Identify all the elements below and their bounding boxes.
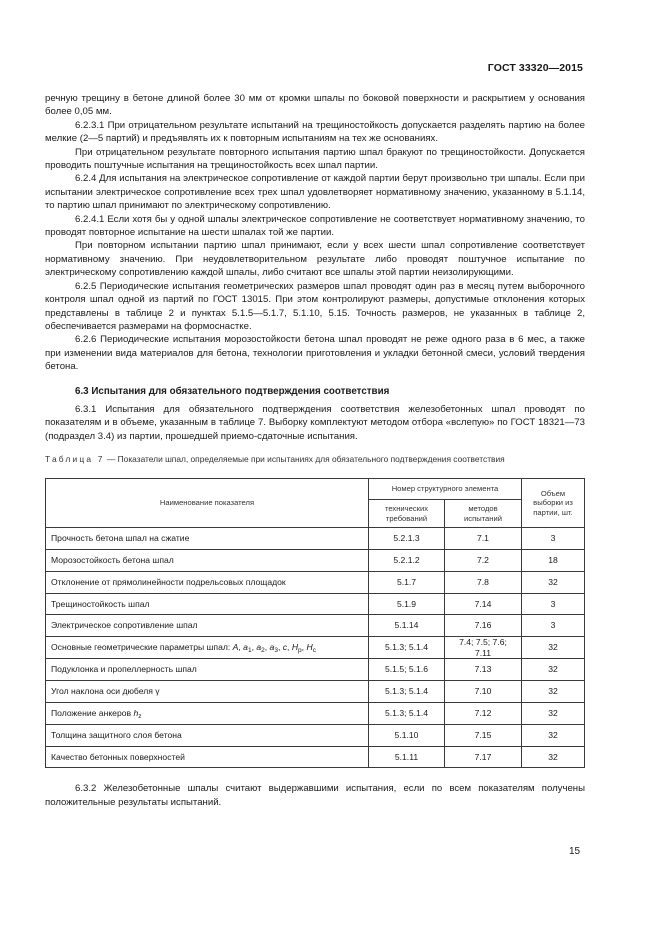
cell-meth: 7.15: [445, 724, 522, 746]
cell-vol: 32: [522, 571, 585, 593]
cell-vol: 3: [522, 528, 585, 550]
table-caption: [45, 454, 585, 465]
cell-name: Угол наклона оси дюбеля γ: [46, 681, 369, 703]
cell-req: 5.1.10: [369, 724, 445, 746]
col-header-volume: Объем выборки из партии, шт.: [522, 479, 585, 528]
cell-vol: 32: [522, 681, 585, 703]
table-row: [46, 549, 585, 571]
table-row: [46, 615, 585, 637]
cell-req: 5.1.11: [369, 746, 445, 768]
cell-name: Отклонение от прямолинейности подрельсовых площадок: [46, 571, 369, 593]
table-row: [46, 724, 585, 746]
cell-name: Прочность бетона шпал на сжатие: [46, 528, 369, 550]
paragraph-6-2-4-1: 6.2.4.1 Если хотя бы у одной шпалы электрическое сопротивление не соответствует нормативному значению, то проводят повторное испытание на шести шпалах той же партии.: [45, 213, 585, 239]
cell-vol: 32: [522, 637, 585, 659]
paragraph-6-3-2: 6.3.2 Железобетонные шпалы считают выдержавшими испытания, если по всем показателям получены положительные результаты испытаний.: [45, 783, 585, 808]
cell-name: Морозостойкость бетона шпал: [46, 549, 369, 571]
paragraph-repeat-resistance: При повторном испытании партию шпал принимают, если у всех шести шпал сопротивление соответствует нормативному значению. При неудовлетворительном результате либо проводят поштучное испытание по электрическому сопротивлению каждой шпалы, либо считают все шпалы этой партии неизолирующими.: [45, 240, 585, 279]
col-header-requirements: технических требований: [369, 500, 445, 528]
paragraph-6-2-6: 6.2.6 Периодические испытания морозостойкости бетона шпал проводят не реже одного раза в 6 мес, а также при изменении вида материалов для бетона, технологии приготовления и укладки бетонной смеси, условий твердения бетона.: [45, 334, 585, 373]
section-heading-6-3: 6.3 Испытания для обязательного подтверждения соответствия: [75, 385, 390, 397]
cell-req: 5.2.1.2: [369, 549, 445, 571]
cell-req: 5.1.7: [369, 571, 445, 593]
cell-vol: 18: [522, 549, 585, 571]
anchor-symbol: h: [133, 708, 139, 719]
col-header-group: Номер структурного элемента: [369, 479, 522, 500]
paragraph-6-2-4: 6.2.4 Для испытания на электрическое сопротивление от каждой партии берут произвольно три шпалы. Если при испытании электрическое сопротивление всех трех шпал удовлетворяет нормативному значению, указанному в 5.1.14, то партию шпал принимают по электрическому сопротивлению.: [45, 173, 585, 212]
cell-vol: 3: [522, 593, 585, 615]
cell-name: Трещиностойкость шпал: [46, 593, 369, 615]
table-row: [46, 637, 585, 659]
cell-meth: 7.2: [445, 549, 522, 571]
paragraph-6-2-3-1: 6.2.3.1 При отрицательном результате испытаний на трещиностойкость допускается разделять партию на более мелкие (2—5 партий) и предъявлять их к повторным испытаниям на тех же основаниях.: [45, 119, 585, 145]
paragraph-6-2-5: 6.2.5 Периодические испытания геометрических размеров шпал проводят один раз в месяц путем выборочного контроля шпал одной из партий по ГОСТ 13015. При этом контролируют размеры, допустимые отклонения которых представлены в таблице 2 и пунктах 5.1.5—5.1.7, 5.1.10, 5.15. Точность размеров, не указанных в таблице 2, обеспечивается размерами на формоснастке.: [45, 280, 585, 332]
col-header-methods: методов испытаний: [445, 500, 522, 528]
standard-number: ГОСТ 33320—2015: [487, 62, 583, 74]
cell-vol: 32: [522, 659, 585, 681]
cell-req: 5.2.1.3: [369, 528, 445, 550]
page-number: 15: [569, 846, 581, 857]
table-row: [46, 746, 585, 768]
page-content: [45, 92, 585, 809]
paragraph-repeat-test: При отрицательном результате повторного испытания партию шпал бракуют по трещиностойкости. Допускается проводить поштучные испытания на трещиностойкость всех шпал партии.: [45, 146, 585, 172]
cell-meth: 7.10: [445, 681, 522, 703]
cell-vol: 3: [522, 615, 585, 637]
cell-req: 5.1.5; 5.1.6: [369, 659, 445, 681]
cell-name-text: Основные геометрические параметры шпал:: [51, 642, 233, 653]
cell-meth: 7.8: [445, 571, 522, 593]
cell-name: Качество бетонных поверхностей: [46, 746, 369, 768]
table-row: [46, 659, 585, 681]
cell-vol: 32: [522, 746, 585, 768]
cell-vol: 32: [522, 702, 585, 724]
table-caption-label: Таблица 7: [45, 454, 105, 465]
cell-vol: 32: [522, 724, 585, 746]
cell-name: Электрическое сопротивление шпал: [46, 615, 369, 637]
table-row: [46, 528, 585, 550]
table-row: [46, 681, 585, 703]
table-row: [46, 571, 585, 593]
table-row: [46, 702, 585, 724]
cell-req: 5.1.14: [369, 615, 445, 637]
cell-meth: 7.14: [445, 593, 522, 615]
cell-name: Подуклонка и пропеллерность шпал: [46, 659, 369, 681]
table-row: [46, 593, 585, 615]
cell-meth: 7.12: [445, 702, 522, 724]
cell-name: Основные геометрические параметры шпал: A, $a_1$, $a_2$, $a_3$, c, $H_p$, $H_c$: [46, 637, 369, 659]
cell-meth: 7.13: [445, 659, 522, 681]
cell-name: Положение анкеров $h_z$: [46, 702, 369, 724]
cell-req: 5.1.3; 5.1.4: [369, 681, 445, 703]
cell-req: 5.1.3; 5.1.4: [369, 637, 445, 659]
table-caption-text: — Показатели шпал, определяемые при испытаниях для обязательного подтверждения соответствия: [104, 454, 505, 465]
cell-name: Толщина защитного слоя бетона: [46, 724, 369, 746]
paragraph-continuation: речную трещину в бетоне длиной более 30 мм от кромки шпалы по боковой поверхности и раскрытием у основания более 0,05 мм.: [45, 93, 585, 118]
cell-name-text: Положение анкеров: [51, 708, 134, 719]
cell-req: 5.1.3; 5.1.4: [369, 702, 445, 724]
cell-meth: 7.1: [445, 528, 522, 550]
col-header-name: Наименование показателя: [46, 479, 369, 528]
cell-meth: 7.4; 7.5; 7.6; 7.11: [445, 637, 522, 659]
paragraph-6-3-1: 6.3.1 Испытания для обязательного подтверждения соответствия железобетонных шпал проводят по показателям и в объеме, указанным в таблице 7. Выборку комплектуют методом отбора «вслепую» по ГОСТ 18321—73 (подраздел 3.4) из партии, прошедшей приемо-сдаточные испытания.: [45, 403, 585, 442]
cell-meth: 7.16: [445, 615, 522, 637]
indicators-table: [45, 478, 585, 768]
cell-req: 5.1.9: [369, 593, 445, 615]
geometric-parameter-symbols: A: [232, 642, 239, 653]
cell-meth: 7.17: [445, 746, 522, 768]
